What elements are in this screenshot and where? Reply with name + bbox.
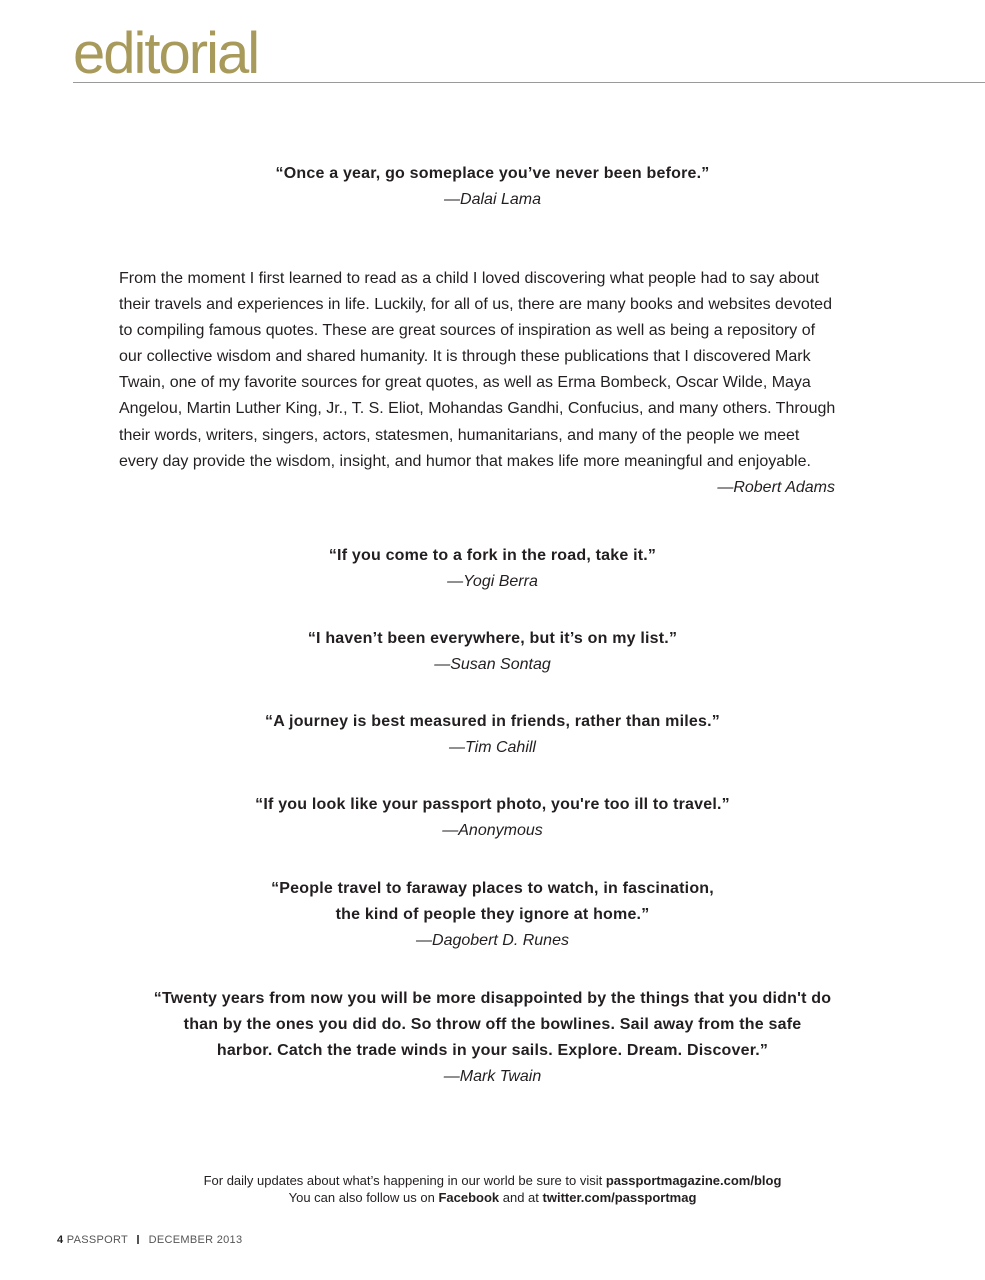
editor-note-line: Twain, one of my favorite sources for great quotes, as well as Erma Bombeck, Oscar Wilde, Maya [119,374,811,392]
quote-text: “If you come to a fork in the road, take it.” [328,547,657,564]
quote-block [0,876,985,954]
quote-text: “If you look like your passport photo, you're too ill to travel.” [255,796,730,813]
quote-text: “Once a year, go someplace you’ve never been before.” [275,165,710,182]
editor-note-line: every day provide the wisdom, insight, and humor that makes life more meaningful and enjoyable. [119,452,811,470]
quote-attribution: —Tim Cahill [449,739,536,756]
editor-note-line: to compiling famous quotes. These are great sources of inspiration as well as being a repository of [119,322,816,340]
blog-link[interactable]: passportmagazine.com/blog [605,1173,782,1188]
footer-text: For daily updates about what’s happening in our world be sure to visit [203,1173,606,1188]
quote-attribution: —Dagobert D. Runes [416,932,569,949]
twitter-link[interactable]: twitter.com/passportmag [542,1190,697,1205]
magazine-name: PASSPORT [66,1234,128,1246]
folio [57,1233,242,1247]
quote-attribution: —Mark Twain [443,1068,542,1085]
quote-block [0,626,985,678]
quote-text: harbor. Catch the trade winds in your sails. Explore. Dream. Discover.” [216,1042,769,1059]
editor-note [119,266,879,475]
quote-text: “I haven’t been everywhere, but it’s on my list.” [307,630,678,647]
quote-text: “A journey is best measured in friends, rather than miles.” [265,713,720,730]
editor-note-line: their words, writers, singers, actors, statesmen, humanitarians, and many of the people we meet [119,426,800,444]
footer-text: and at [499,1190,543,1205]
editor-signature: —Robert Adams [717,479,835,496]
footer-line [0,1189,985,1206]
editor-note-line: From the moment I first learned to read as a child I loved discovering what people had to say about [119,270,819,287]
footer-info [0,1172,985,1206]
quote-attribution: —Anonymous [442,822,543,839]
issue-date: DECEMBER 2013 [148,1234,243,1246]
page-number: 4 [57,1234,64,1246]
quote-attribution: —Yogi Berra [447,573,538,590]
quote-text: “People travel to faraway places to watch, in fascination, [271,880,714,897]
quote-block [0,986,985,1090]
quote-attribution: —Dalai Lama [444,191,541,208]
quote-text: than by the ones you did do. So throw off the bowlines. Sail away from the safe [183,1016,802,1033]
editor-note-line: Angelou, Martin Luther King, Jr., T. S. Eliot, Mohandas Gandhi, Confucius, and many others. Through [119,400,836,418]
opening-quote [0,161,985,213]
facebook-link[interactable]: Facebook [438,1190,500,1205]
section-title: editorial [73,21,259,86]
quote-text: “Twenty years from now you will be more disappointed by the things that you didn't do [153,990,832,1007]
quote-text: the kind of people they ignore at home.” [335,906,650,923]
editor-note-line: their travels and experiences in life. Luckily, for all of us, there are many books and websites devoted [119,296,832,314]
quote-block [0,792,985,844]
editor-note-line: our collective wisdom and shared humanity. It is through these publications that I discovered Mark [119,348,811,366]
quote-block [0,543,985,595]
quote-block [0,709,985,761]
footer-text: You can also follow us on [288,1190,439,1205]
footer-line [0,1172,985,1189]
title-divider [73,82,985,83]
folio-separator [137,1235,139,1244]
quote-attribution: —Susan Sontag [434,656,551,673]
